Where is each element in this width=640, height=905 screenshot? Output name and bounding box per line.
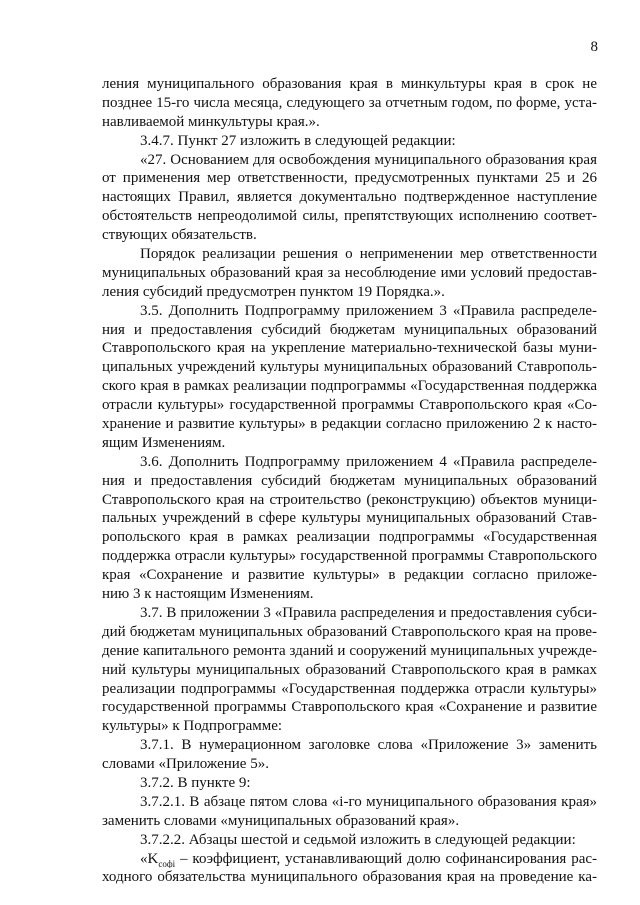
text-line: хранение и развитие культуры» в редакции согласно приложению 2 к насто-	[102, 416, 597, 433]
text-line: ропольского края в рамках реализации подпрограммы «Государственная	[102, 529, 597, 546]
text-line: ского края в рамках реализации подпрограммы «Государственная поддержка	[102, 378, 597, 395]
text-line: ления субсидий предусмотрен пунктом 19 Порядка.».	[102, 283, 445, 300]
text-line: пальных учреждений в сфере культуры муниципальных образований Став-	[102, 510, 597, 527]
text-line: 3.7.1. В нумерационном заголовке слова «Приложение 3» заменить	[140, 737, 597, 754]
text-line	[102, 850, 597, 869]
text-line: словами «Приложение 5».	[102, 756, 269, 773]
text-line: ния и предоставления субсидий бюджетам муниципальных образований	[102, 321, 597, 338]
text-line: 3.6. Дополнить Подпрограмму приложением 4 «Правила распределе-	[140, 453, 597, 470]
document-body	[102, 75, 597, 887]
text-line: ния и предоставления субсидий бюджетам муниципальных образований	[102, 472, 597, 489]
page-number: 8	[590, 39, 598, 55]
text-line: 3.4.7. Пункт 27 изложить в следующей редакции:	[140, 132, 456, 149]
text-line: настоящих Правил, является документально подтвержденное наступление	[102, 189, 597, 206]
text-line: отрасли культуры» государственной программы Ставропольского края «Со-	[102, 397, 597, 414]
text-line: 3.7.2.1. В абзаце пятом слова «i-го муниципального образования края»	[140, 793, 597, 810]
text-line: дий бюджетам муниципальных образований Ставропольского края на прове-	[102, 623, 597, 640]
text-line: 3.5. Дополнить Подпрограмму приложением 3 «Правила распределе-	[140, 302, 597, 319]
text-line: Ставропольского края на строительство (реконструкцию) объектов муници-	[102, 491, 597, 508]
text-line: дение капитального ремонта зданий и сооружений муниципальных учрежде-	[102, 642, 597, 659]
text-line: 3.7.2. В пункте 9:	[140, 774, 251, 791]
text-line: 3.7.2.2. Абзацы шестой и седьмой изложить в следующей редакции:	[140, 831, 576, 848]
text-line: муниципальных образований края за несоблюдение ими условий предостав-	[102, 264, 597, 281]
text-line: обстоятельств непреодолимой силы, препятствующих исполнению соответ-	[102, 208, 597, 225]
text-line: культуры» к Подпрограмме:	[102, 718, 283, 735]
text-line: нию 3 к настоящим Изменениям.	[102, 586, 314, 603]
text-line: ствующих обязательств.	[102, 227, 257, 244]
text-line: 3.7. В приложении 3 «Правила распределения и предоставления субси-	[140, 604, 597, 621]
text-line: ципальных учреждений культуры муниципальных образований Ставрополь-	[102, 359, 597, 376]
text-line: реализации подпрограммы «Государственная поддержка отрасли культуры»	[102, 680, 597, 697]
formula-symbol: «K	[140, 850, 159, 867]
text-line: Порядок реализации решения о неприменении мер ответственности	[140, 246, 597, 263]
formula-subscript: софi	[158, 858, 176, 869]
text-line: заменить словами «муниципальных образований края».	[102, 812, 460, 829]
text-line: ящим Изменениям.	[102, 434, 226, 451]
text-line: поддержка отрасли культуры» государственной программы Ставропольского	[102, 548, 597, 565]
line-text: – коэффициент, устанавливающий долю софинансирования рас-	[180, 850, 597, 867]
text-line: ний культуры муниципальных образований Ставропольского края в рамках	[102, 661, 597, 678]
text-line: «27. Основанием для освобождения муниципального образования края	[140, 151, 597, 168]
text-line: от применения мер ответственности, предусмотренных пунктами 25 и 26	[102, 170, 597, 187]
text-line: Ставропольского края на укрепление материально-технической базы муни-	[102, 340, 597, 357]
text-line: края «Сохранение и развитие культуры» в редакции согласно приложе-	[102, 567, 597, 584]
text-line: ходного обязательства муниципального образования края на проведение ка-	[102, 869, 597, 886]
text-line: позднее 15-го числа месяца, следующего за отчетным годом, по форме, уста-	[102, 94, 597, 111]
text-line: ления муниципального образования края в минкультуры края в срок не	[102, 76, 597, 92]
text-line: навливаемой минкультуры края.».	[102, 113, 320, 130]
text-line: государственной программы Ставропольского края «Сохранение и развитие	[102, 699, 597, 716]
